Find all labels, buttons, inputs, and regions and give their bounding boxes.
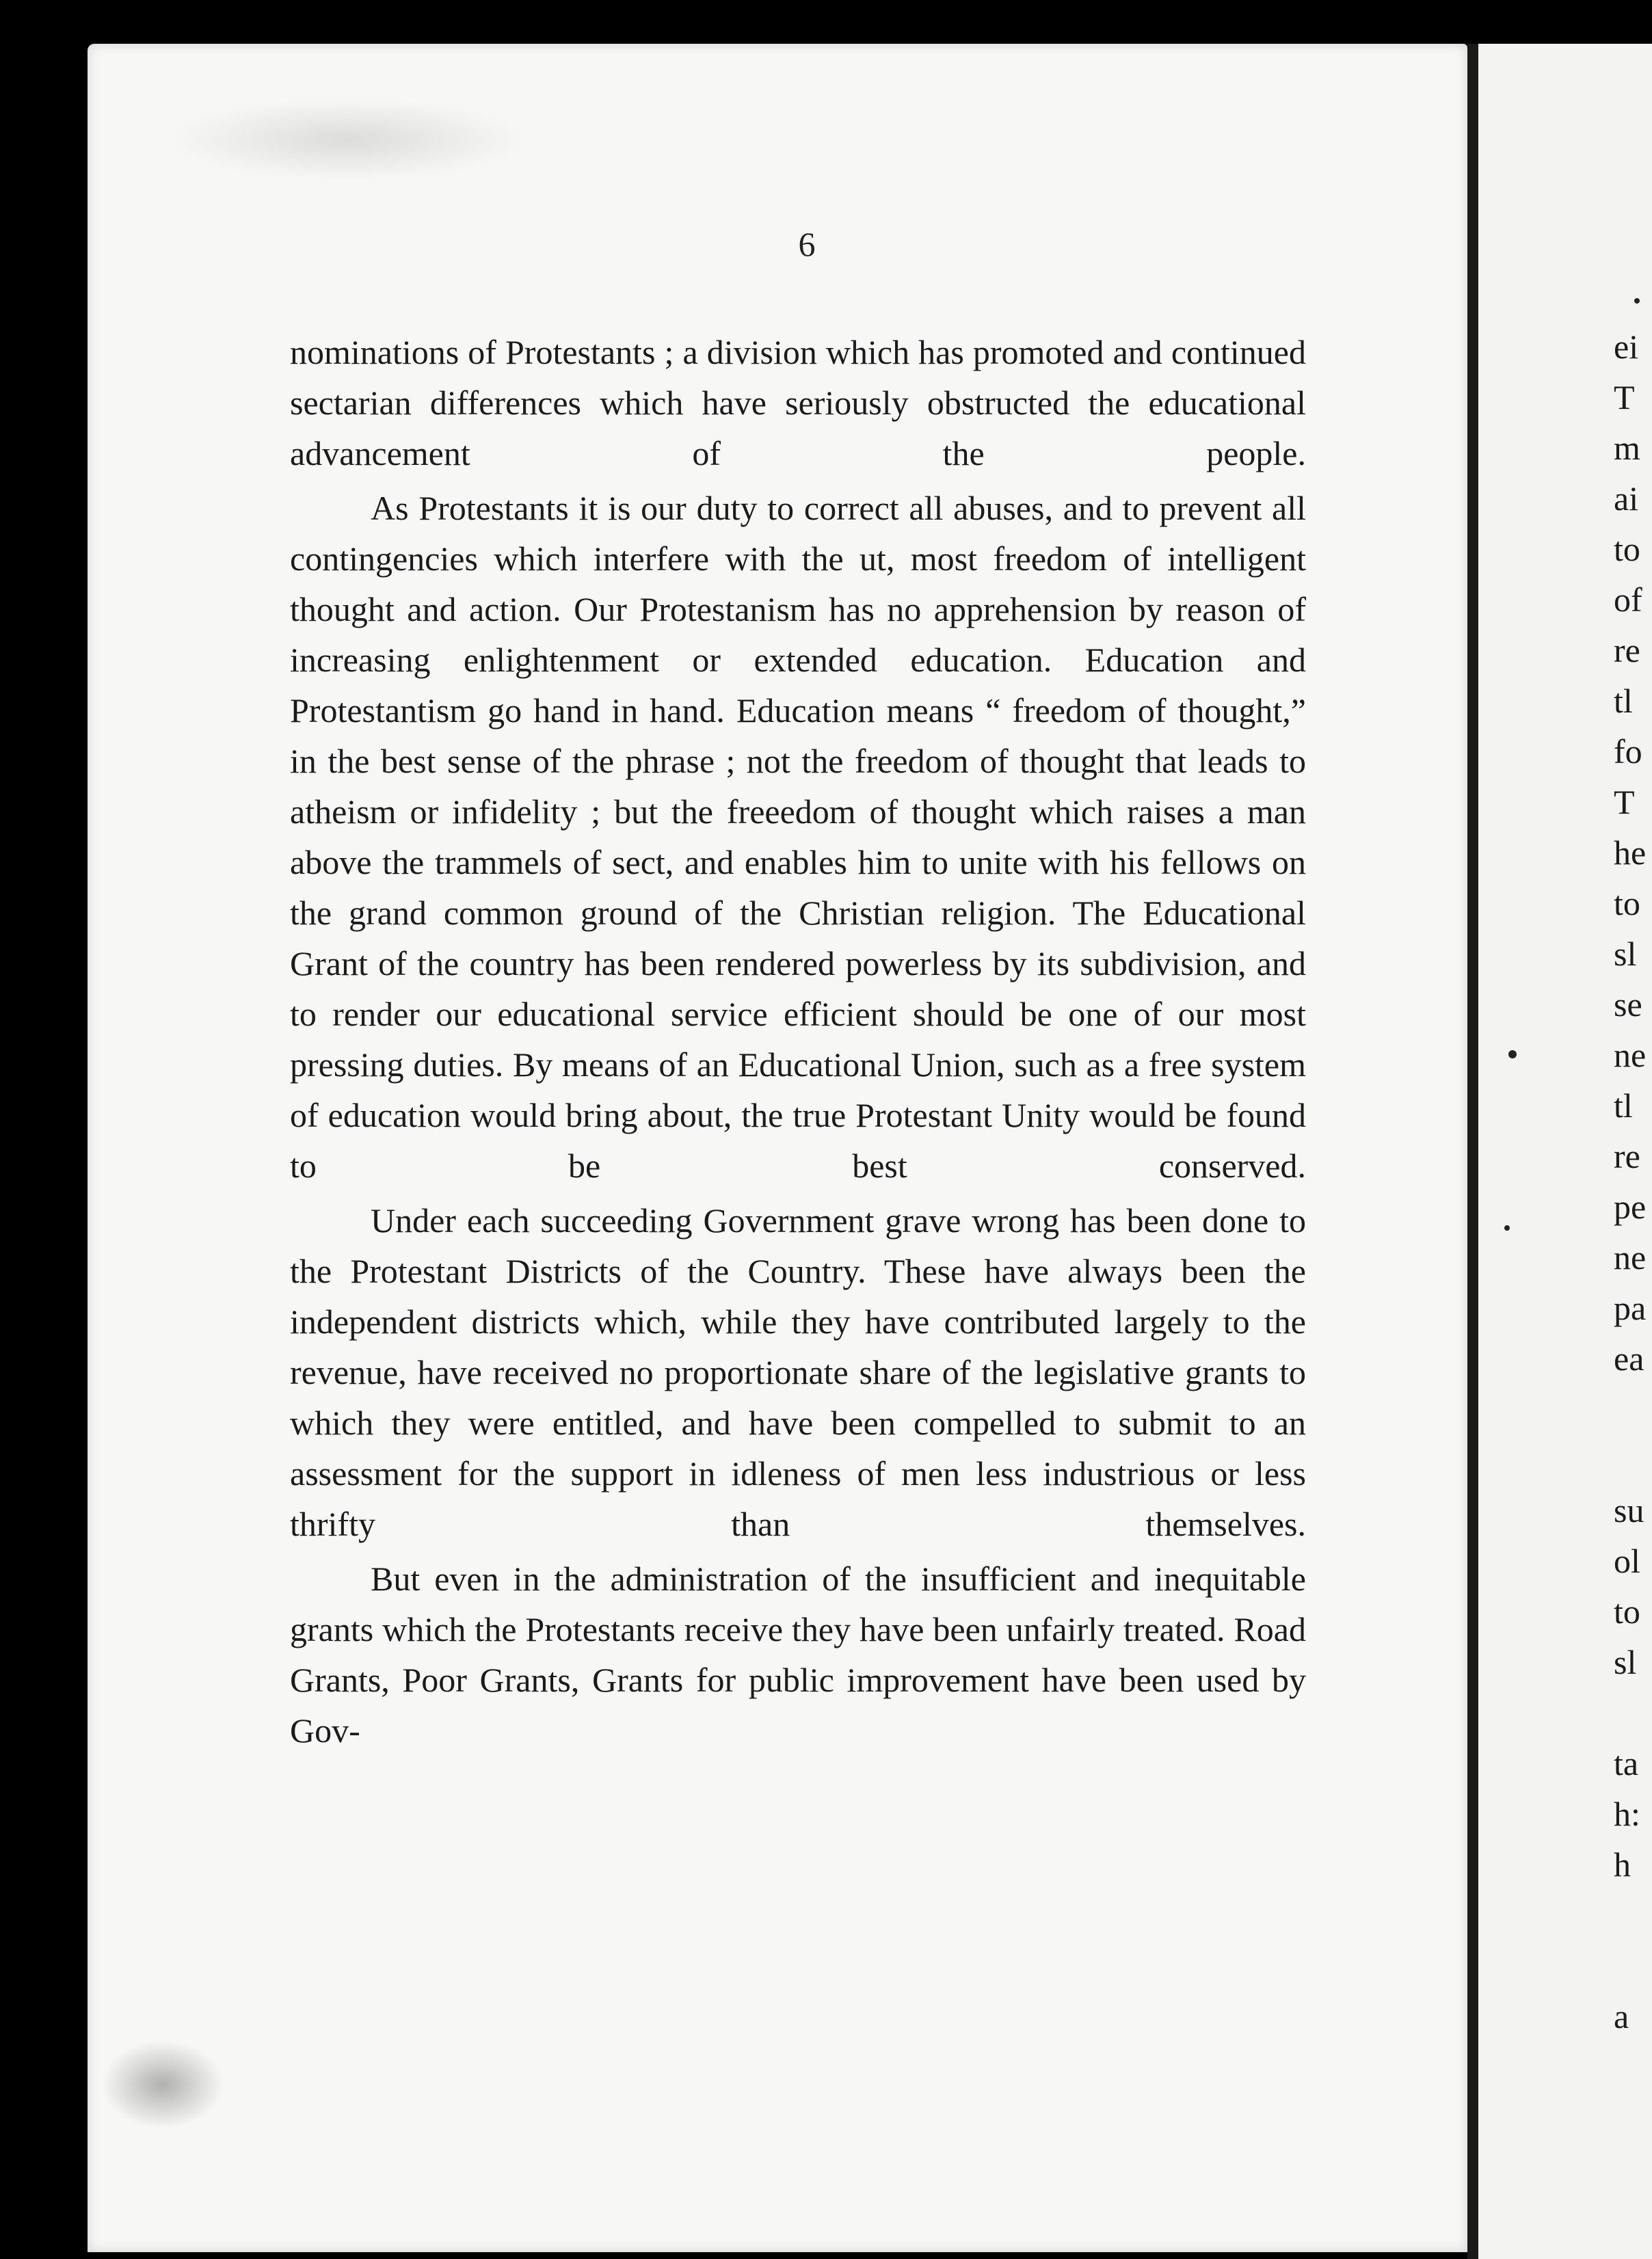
facing-fragment: ea xyxy=(1614,1339,1644,1378)
facing-fragment xyxy=(1614,1384,1652,1434)
facing-fragment xyxy=(1614,1940,1652,1991)
facing-fragment: to xyxy=(1614,884,1640,922)
facing-fragment: ne xyxy=(1614,1238,1647,1276)
facing-fragment: to xyxy=(1614,530,1640,568)
facing-fragment: T xyxy=(1614,783,1635,821)
facing-fragment: ol xyxy=(1614,1542,1640,1580)
facing-fragment: to xyxy=(1614,1592,1640,1631)
ink-speck xyxy=(1508,1050,1517,1058)
facing-page-text-fragments xyxy=(1614,321,1652,2042)
facing-fragment: ei xyxy=(1614,328,1639,366)
paragraph-1: nominations of Protestants ; a division which has promoted and continued sectarian differences which have seriously obstructed the educational advancement of the people. xyxy=(290,333,1306,472)
facing-fragment: re xyxy=(1614,1137,1640,1175)
facing-fragment: of xyxy=(1614,580,1642,619)
book-gutter xyxy=(1467,44,1478,2259)
facing-fragment: tl xyxy=(1614,1086,1633,1125)
facing-fragment xyxy=(1614,1890,1652,1940)
facing-fragment: ta xyxy=(1614,1744,1639,1782)
facing-fragment: ne xyxy=(1614,1036,1647,1074)
paragraph-2: As Protestants it is our duty to correct all abuses, and to prevent all contingencies which interfere with the ut, most freedom of intelligent thought and action. Our Protestanism has no apprehension by reason of increasing enlightenment or extended education. Education and Protestantism go hand in hand. Education means “ freedom of thought,” in the best sense of the phrase ; not the freedom of thought that leads to atheism or infidelity ; but the freeedom of thought which raises a man above the trammels of sect, and enables him to unite with his fellows on the grand common ground of the Christian religion. The Educational Grant of the country has been rendered powerless by its subdivision, and to render our educational service efficient should be one of our most pressing duties. By means of an Educational Union, such as a free system of education would bring about, the true Protestant Unity would be found to be best conserved. xyxy=(290,489,1306,1185)
ink-speck xyxy=(1634,298,1640,304)
facing-fragment: su xyxy=(1614,1491,1644,1529)
facing-fragment xyxy=(1614,1434,1652,1485)
facing-fragment: ai xyxy=(1614,479,1639,518)
facing-fragment xyxy=(1614,1687,1652,1738)
facing-fragment: se xyxy=(1614,985,1642,1024)
facing-fragment: he xyxy=(1614,833,1647,872)
ink-speck xyxy=(1504,1225,1510,1231)
facing-fragment: a xyxy=(1614,1997,1629,2035)
facing-fragment: sl xyxy=(1614,1643,1637,1681)
facing-fragment: re xyxy=(1614,631,1640,669)
facing-fragment: pa xyxy=(1614,1289,1647,1327)
facing-fragment: m xyxy=(1614,429,1640,467)
facing-fragment: pe xyxy=(1614,1188,1647,1226)
page-body-text xyxy=(290,327,1306,1756)
paragraph-4: But even in the administration of the insufficient and inequitable grants which the Protestants receive they have been unfairly treated. Road Grants, Poor Grants, Grants for public improvement have been used by Gov- xyxy=(290,1560,1306,1750)
facing-fragment: sl xyxy=(1614,935,1637,973)
facing-fragment: h xyxy=(1614,1845,1631,1884)
facing-fragment: tl xyxy=(1614,682,1633,720)
page-number: 6 xyxy=(798,225,816,263)
facing-fragment: T xyxy=(1614,378,1635,416)
paragraph-3: Under each succeeding Government grave wrong has been done to the Protestant Districts of the Country. These have always been the independent districts which, while they have contributed largely to the revenue, have received no proportionate share of the legislative grants to which they were entitled, and have been compelled to submit to an assessment for the support in idleness of men less industrious or less thrifty than themselves. xyxy=(290,1201,1306,1543)
facing-fragment: h: xyxy=(1614,1795,1640,1833)
facing-fragment: fo xyxy=(1614,732,1642,771)
